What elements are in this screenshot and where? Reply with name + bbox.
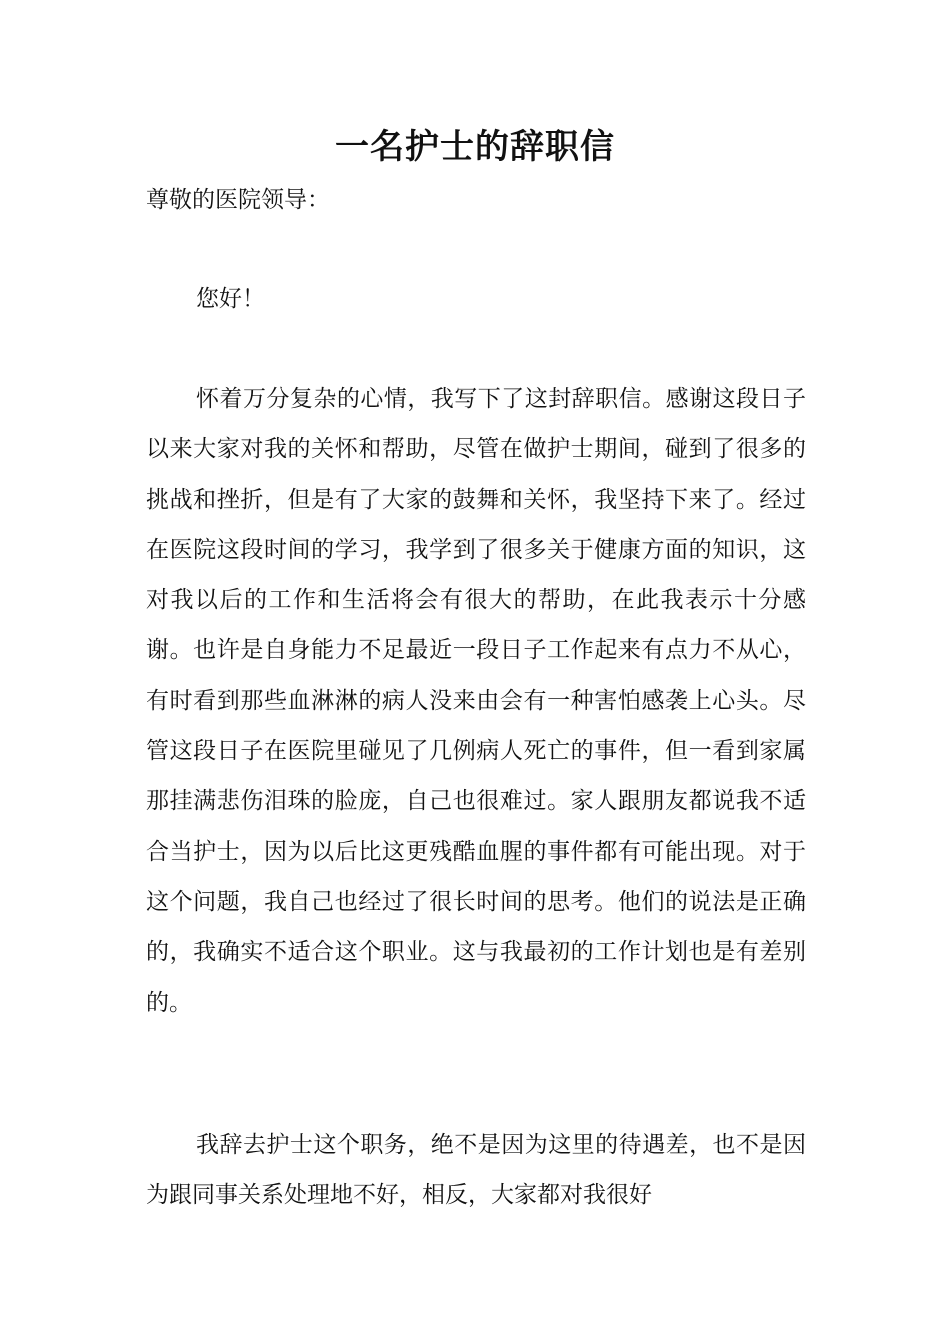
salutation: 尊敬的医院领导： xyxy=(146,187,330,213)
document-title: 一名护士的辞职信 xyxy=(335,127,615,167)
body-paragraph-2: 我辞去护士这个职务，绝不是因为这里的待遇差，也不是因为跟同事关系处理地不好，相反，大家都对我很好 xyxy=(146,1132,806,1209)
greeting: 您好！ xyxy=(196,286,265,312)
body-paragraph-1: 怀着万分复杂的心情，我写下了这封辞职信。感谢这段日子以来大家对我的关怀和帮助，尽管在做护士期间，碰到了很多的挑战和挫折，但是有了大家的鼓舞和关怀，我坚持下来了。经过在医院这段时间的学习，我学到了很多关于健康方面的知识，这对我以后的工作和生活将会有很大的帮助，在此我表示十分感谢。也许是自身能力不足最近一段日子工作起来有点力不从心，有时看到那些血淋淋的病人没来由会有一种害怕感袭上心头。尽管这段日子在医院里碰见了几例病人死亡的事件，但一看到家属那挂满悲伤泪珠的脸庞，自己也很难过。家人跟朋友都说我不适合当护士，因为以后比这更残酷血腥的事件都有可能出现。对于这个问题，我自己也经过了很长时间的思考。他们的说法是正确的，我确实不适合这个职业。这与我最初的工作计划也是有差别的。 xyxy=(146,386,806,1016)
